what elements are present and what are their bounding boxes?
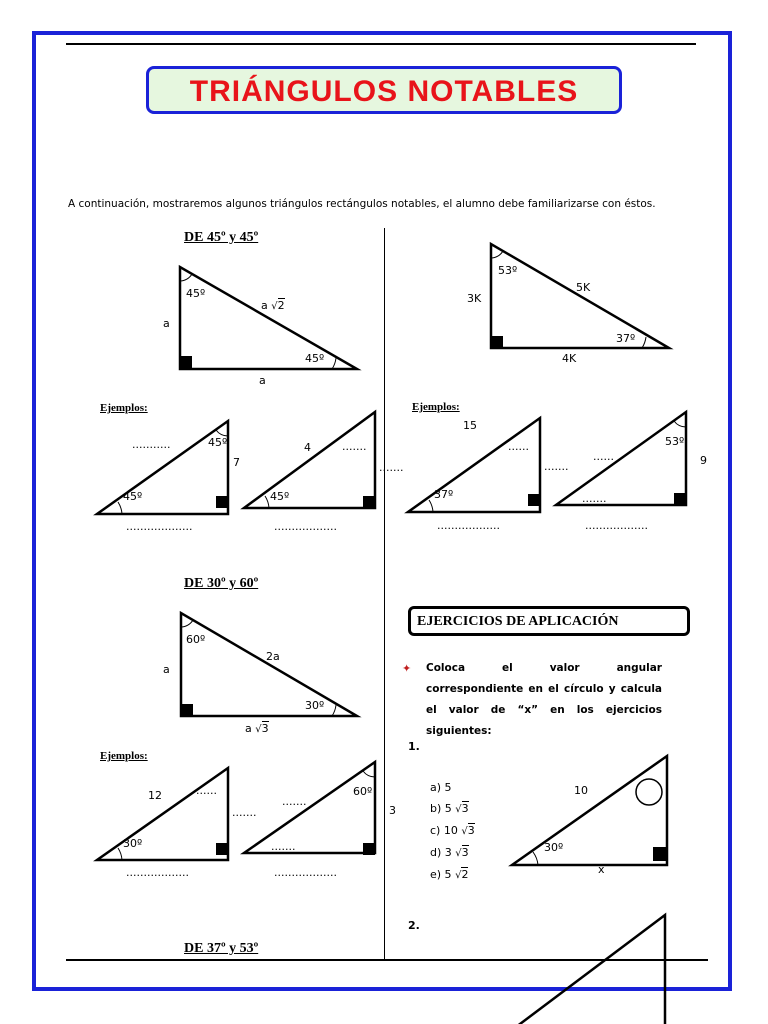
answer-options — [430, 777, 475, 886]
right-angle-marker — [216, 496, 228, 508]
blank-dots: .................. — [274, 866, 337, 879]
option-c[interactable]: c) 10 √3 — [430, 824, 475, 837]
examples-label: Ejemplos: — [100, 750, 148, 762]
exercises-heading-box — [408, 606, 690, 636]
option-b[interactable]: b) 5 √3 — [430, 802, 469, 815]
blank-dots: ................... — [126, 520, 193, 533]
right-angle-marker — [180, 356, 192, 368]
hyp-label: a √2 — [261, 299, 285, 312]
exercise-instructions: Coloca el valor angular correspondiente en el círculo y calcula el valor de “x” en los ejercicios siguientes: — [426, 662, 662, 737]
heading-3060: DE 30º y 60º — [184, 576, 259, 591]
side-label: a — [259, 374, 266, 387]
side-label: 5K — [576, 281, 591, 294]
right-angle-marker — [653, 847, 667, 861]
triangle-45-ex2 — [244, 412, 375, 508]
angle-circle — [636, 779, 662, 805]
triangle-3060-ex1 — [97, 768, 228, 860]
angle-label: 53º — [665, 435, 685, 448]
angle-label: 53º — [498, 264, 518, 277]
intro-text: A continuación, mostraremos algunos triángulos rectángulos notables, el alumno debe familiarizarse con éstos. — [68, 198, 656, 210]
blank-dots: ....... — [282, 795, 307, 808]
exercises-heading: EJERCICIOS DE APLICACIÓN — [417, 614, 619, 629]
page-title: TRIÁNGULOS NOTABLES — [189, 75, 579, 108]
option-d[interactable]: d) 3 √3 — [430, 846, 469, 859]
triangle-3753-main — [491, 244, 669, 348]
side-label: a — [163, 317, 170, 330]
question-number: 2. — [408, 919, 420, 932]
triangle-3753-ex2 — [556, 412, 686, 505]
right-angle-marker — [528, 494, 540, 506]
blank-dots: ....... — [582, 492, 607, 505]
blank-dots: .................. — [585, 519, 648, 532]
triangle-exercise-1 — [512, 756, 667, 865]
blank-dots: ....... — [544, 460, 569, 473]
blank-dots: ....... — [379, 461, 404, 474]
angle-label: 30º — [305, 699, 325, 712]
side-label: 9 — [700, 454, 707, 467]
heading-45: DE 45º y 45º — [184, 230, 259, 245]
angle-label: 37º — [434, 488, 454, 501]
triangle-45-main — [180, 267, 357, 369]
blank-dots: .................. — [437, 519, 500, 532]
angle-label: 45º — [270, 490, 290, 503]
triangle-45-ex1 — [97, 421, 228, 514]
side-label: 3K — [467, 292, 482, 305]
heading-3753: DE 37º y 53º — [184, 941, 259, 956]
angle-label: 60º — [186, 633, 206, 646]
blank-dots: ...... — [593, 450, 614, 463]
bullet-icon: ✦ — [402, 662, 412, 675]
side-label: 4K — [562, 352, 577, 365]
angle-label: 30º — [123, 837, 143, 850]
blank-dots: ........... — [132, 438, 171, 451]
blank-dots: ....... — [232, 806, 257, 819]
option-a[interactable]: a) 5 — [430, 781, 452, 794]
side-label: 2a — [266, 650, 280, 663]
right-angle-marker — [491, 336, 503, 348]
angle-label: 45º — [186, 287, 206, 300]
option-e[interactable]: e) 5 √2 — [430, 868, 469, 881]
angle-label: 30º — [544, 841, 564, 854]
blank-dots: .................. — [126, 866, 189, 879]
blank-dots: ...... — [508, 440, 529, 453]
right-angle-marker — [181, 704, 193, 716]
side-label: 4 — [304, 441, 311, 454]
blank-dots: ....... — [342, 440, 367, 453]
blank-dots: ...... — [196, 784, 217, 797]
triangle-3753-ex1 — [408, 418, 540, 512]
unknown-x-label: x — [598, 863, 605, 876]
triangle-exercise-2 — [512, 915, 665, 1024]
question-number: 1. — [408, 740, 420, 753]
triangle-3060-ex2 — [244, 762, 375, 853]
right-angle-marker — [674, 493, 686, 505]
right-angle-marker — [363, 496, 375, 508]
right-angle-marker — [216, 843, 228, 855]
side-label: 7 — [233, 456, 240, 469]
angle-label: 45º — [305, 352, 325, 365]
side-label: 12 — [148, 789, 162, 802]
blank-dots: ....... — [271, 840, 296, 853]
blank-dots: .................. — [274, 520, 337, 533]
examples-label: Ejemplos: — [100, 402, 148, 414]
side-label: 10 — [574, 784, 588, 797]
angle-label: 37º — [616, 332, 636, 345]
examples-label: Ejemplos: — [412, 401, 460, 413]
side-label: 15 — [463, 419, 477, 432]
angle-label: 45º — [123, 490, 143, 503]
triangle-3060-main — [181, 613, 357, 716]
side-label: 3 — [389, 804, 396, 817]
angle-label: 60º — [353, 785, 373, 798]
angle-label: 45º — [208, 436, 228, 449]
side-label: a — [163, 663, 170, 676]
right-angle-marker — [363, 843, 375, 855]
side-label: a √3 — [245, 722, 269, 735]
